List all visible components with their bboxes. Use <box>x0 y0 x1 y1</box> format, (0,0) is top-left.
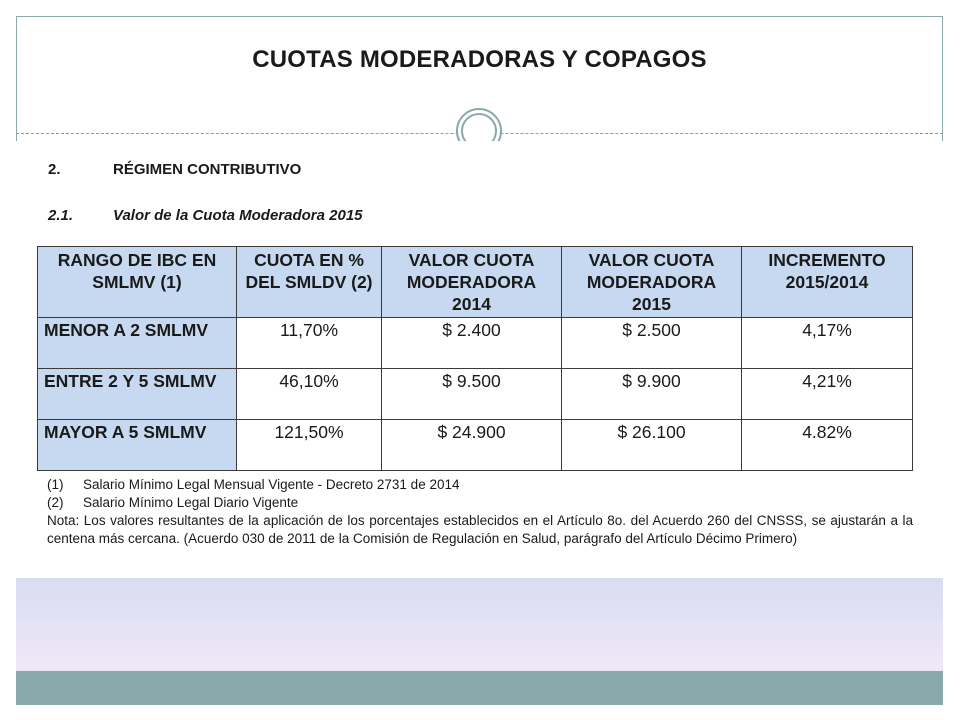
decorative-gradient-band <box>16 578 943 671</box>
footnote-text: Salario Mínimo Legal Mensual Vigente - Decreto 2731 de 2014 <box>83 477 460 492</box>
column-header: VALOR CUOTA MODERADORA 2014 <box>382 247 562 318</box>
column-header: VALOR CUOTA MODERADORA 2015 <box>562 247 742 318</box>
table-cell: 46,10% <box>237 369 382 420</box>
section-number: 2. <box>48 161 61 178</box>
table-row <box>38 318 913 369</box>
document-excerpt <box>16 141 943 578</box>
row-header: MAYOR A 5 SMLMV <box>38 420 237 471</box>
row-header: ENTRE 2 Y 5 SMLMV <box>38 369 237 420</box>
subsection-title: Valor de la Cuota Moderadora 2015 <box>113 207 363 224</box>
footnote-mark: (1) <box>47 477 64 492</box>
footnote <box>47 476 913 494</box>
row-header: MENOR A 2 SMLMV <box>38 318 237 369</box>
section-title: RÉGIMEN CONTRIBUTIVO <box>113 161 302 178</box>
table-cell: 4,17% <box>742 318 913 369</box>
subsection-number: 2.1. <box>48 207 74 224</box>
footer-bar <box>16 671 943 705</box>
table-header-row <box>38 247 913 318</box>
column-header: INCREMENTO 2015/2014 <box>742 247 913 318</box>
table-cell: 4.82% <box>742 420 913 471</box>
footnote-mark: (2) <box>47 495 64 510</box>
column-header: RANGO DE IBC EN SMLMV (1) <box>38 247 237 318</box>
footnote-text: Salario Mínimo Legal Diario Vigente <box>83 495 299 510</box>
table-cell: $ 2.500 <box>562 318 742 369</box>
subsection-heading <box>48 207 363 224</box>
table-cell: $ 24.900 <box>382 420 562 471</box>
note-text: Nota: Los valores resultantes de la aplicación de los porcentajes establecidos en el Artículo 8o. del Acuerdo 260 del CNSSS, se ajustarán a la centena más cercana. (Acuerdo 030 de 2011 de la Comisión de Regulación en Salud, parágrafo del Artículo Décimo Primero) <box>47 513 913 546</box>
table-cell: 11,70% <box>237 318 382 369</box>
table-cell: 121,50% <box>237 420 382 471</box>
table-row <box>38 420 913 471</box>
cuotas-table <box>37 246 913 471</box>
table-cell: $ 9.900 <box>562 369 742 420</box>
table-cell: $ 2.400 <box>382 318 562 369</box>
table-cell: $ 26.100 <box>562 420 742 471</box>
column-header: CUOTA EN % DEL SMLDV (2) <box>237 247 382 318</box>
footnote <box>47 494 913 512</box>
table-row <box>38 369 913 420</box>
section-heading <box>48 161 301 178</box>
slide-title: CUOTAS MODERADORAS Y COPAGOS <box>252 46 707 73</box>
footnotes <box>47 476 913 548</box>
table-cell: 4,21% <box>742 369 913 420</box>
table-cell: $ 9.500 <box>382 369 562 420</box>
